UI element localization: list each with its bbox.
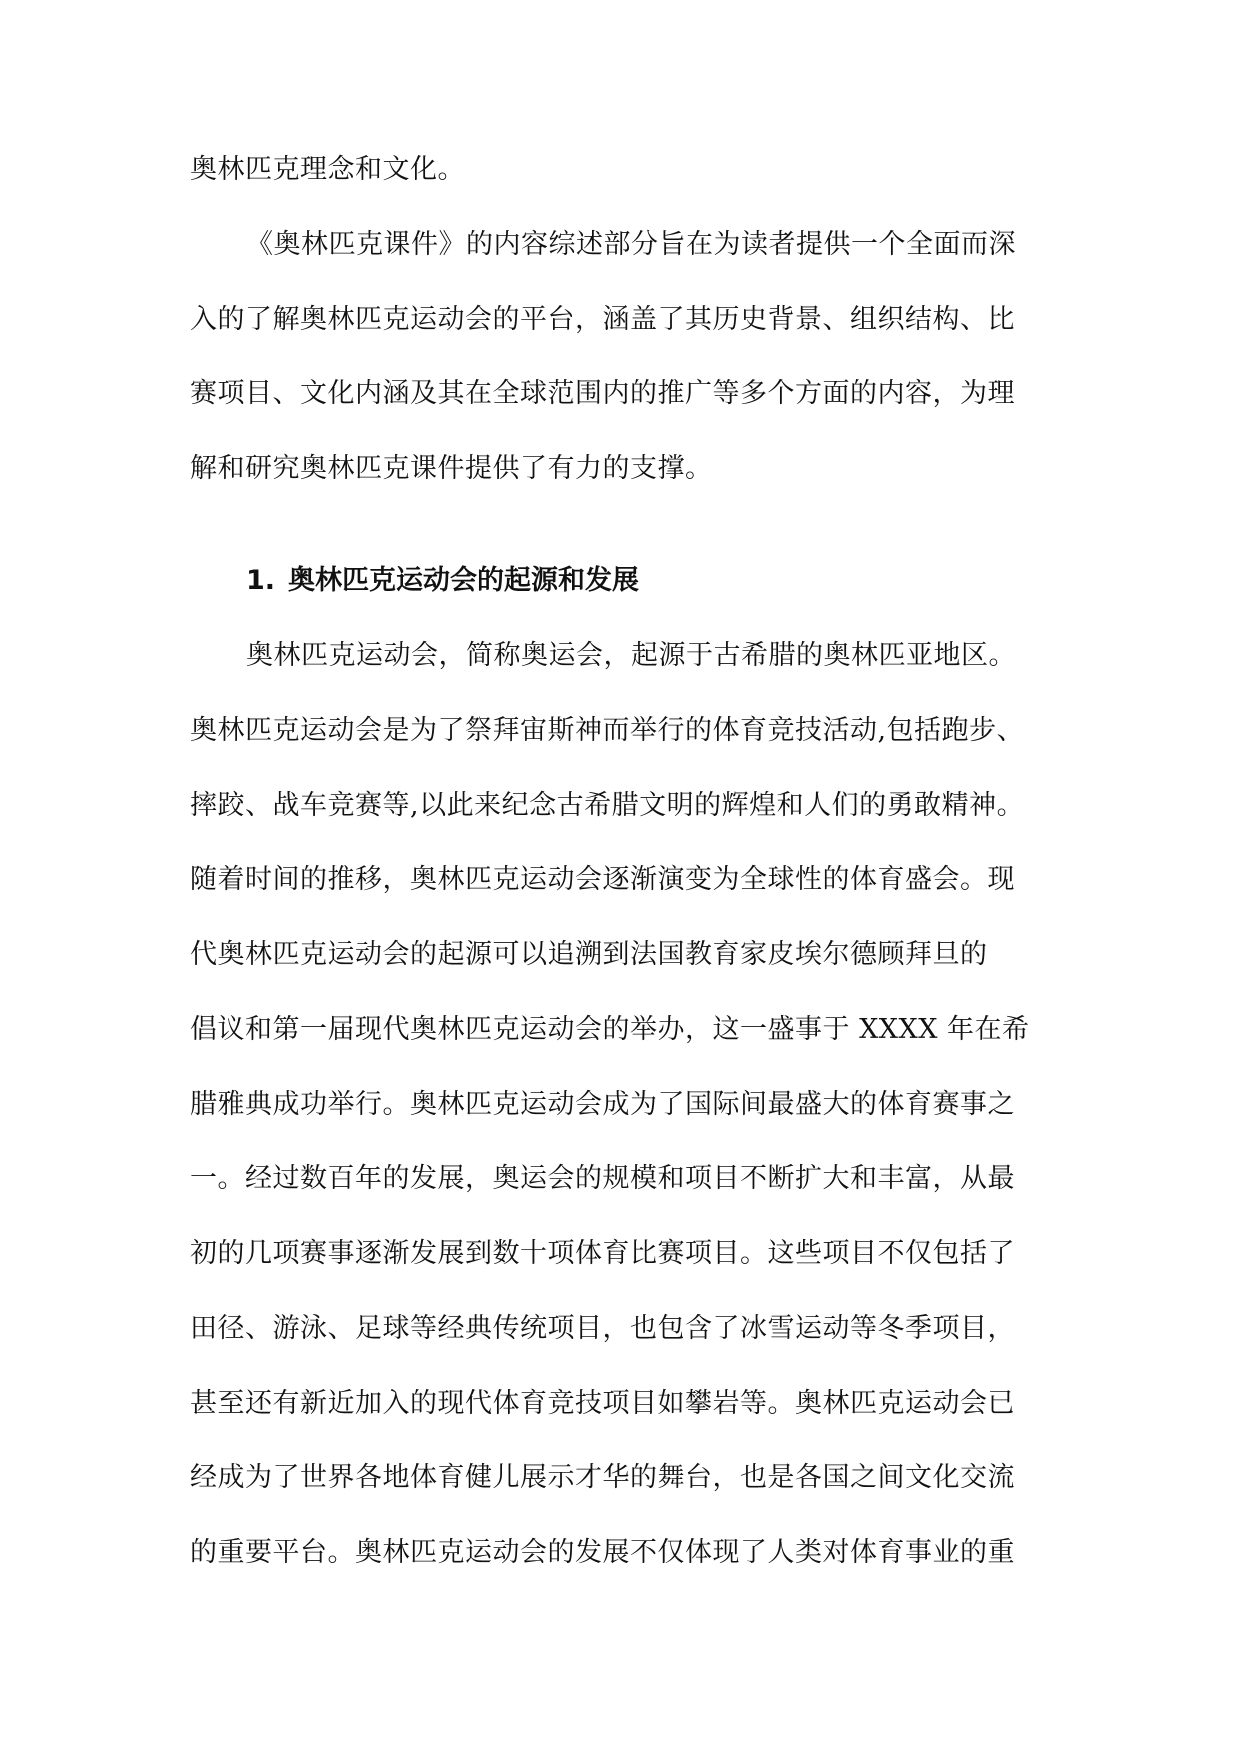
section-heading [246,563,639,599]
paragraph-line: 倡议和第一届现代奥林匹克运动会的举办，这一盛事于 XXXX 年在希 [190,1014,1030,1045]
paragraph-line: 解和研究奥林匹克课件提供了有力的支撑。 [190,453,713,484]
section-number: 1. [246,565,276,596]
paragraph-line: 田径、游泳、足球等经典传统项目，也包含了冰雪运动等冬季项目， [190,1313,1015,1344]
paragraph-line: 经成为了世界各地体育健儿展示才华的舞台，也是各国之间文化交流 [190,1462,1015,1493]
paragraph-line: 随着时间的推移，奥林匹克运动会逐渐演变为全球性的体育盛会。现 [190,864,1015,895]
paragraph-line: 赛项目、文化内涵及其在全球范围内的推广等多个方面的内容，为理 [190,378,1015,409]
paragraph-line: 入的了解奥林匹克运动会的平台，涵盖了其历史背景、组织结构、比 [190,304,1015,335]
paragraph-line: 摔跤、战车竞赛等,以此来纪念古希腊文明的辉煌和人们的勇敢精神。 [190,790,1025,821]
paragraph-line: 一。经过数百年的发展，奥运会的规模和项目不断扩大和丰富，从最 [190,1163,1015,1194]
section-title: 奥林匹克运动会的起源和发展 [288,565,639,596]
paragraph-line: 初的几项赛事逐渐发展到数十项体育比赛项目。这些项目不仅包括了 [190,1238,1015,1269]
paragraph-line: 奥林匹克理念和文化。 [190,154,465,185]
paragraph-line: 的重要平台。奥林匹克运动会的发展不仅体现了人类对体育事业的重 [190,1537,1015,1568]
paragraph-line: 代奥林匹克运动会的起源可以追溯到法国教育家皮埃尔德顾拜旦的 [190,939,988,970]
paragraph-line: 奥林匹克运动会是为了祭拜宙斯神而举行的体育竞技活动,包括跑步、 [190,715,1025,746]
paragraph-line: 《奥林匹克课件》的内容综述部分旨在为读者提供一个全面而深 [246,229,1016,260]
paragraph-line: 甚至还有新近加入的现代体育竞技项目如攀岩等。奥林匹克运动会已 [190,1388,1015,1419]
paragraph-line: 腊雅典成功举行。奥林匹克运动会成为了国际间最盛大的体育赛事之 [190,1089,1015,1120]
paragraph-line: 奥林匹克运动会，简称奥运会，起源于古希腊的奥林匹亚地区。 [246,640,1016,671]
